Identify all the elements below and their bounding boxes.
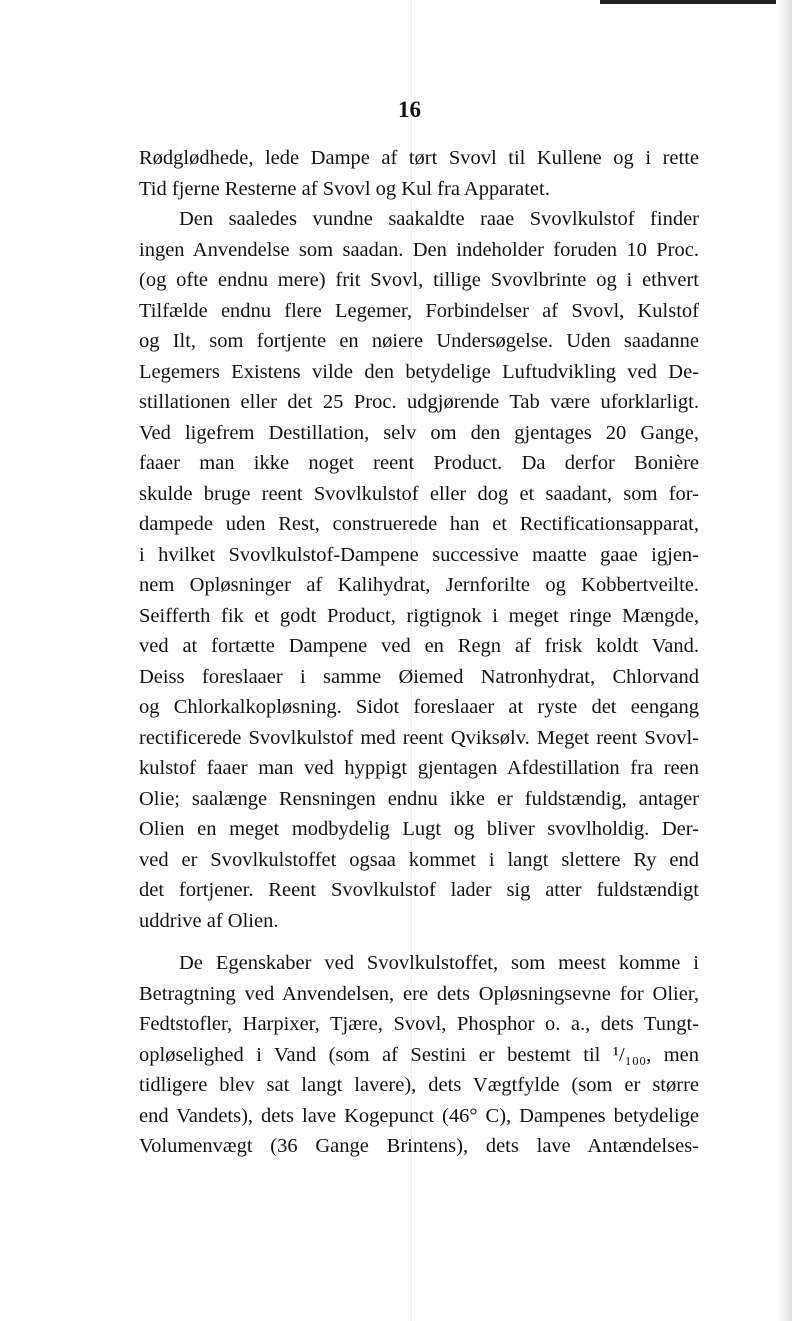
text-line: skulde bruge reent Svovlkulstof eller dog et saadant, som for-	[139, 482, 699, 505]
text-line: Den saaledes vundne saakaldte raae Svovlkulstof finder	[179, 208, 699, 230]
text-line: Fedtstofler, Harpixer, Tjære, Svovl, Phosphor o. a., dets Tungt-	[139, 1013, 699, 1035]
text-line: Ved ligefrem Destillation, selv om den gjentages 20 Gange,	[139, 421, 699, 444]
text-line: Deiss foreslaaer i samme Øiemed Natronhydrat, Chlorvand	[139, 665, 699, 688]
text-line: og Ilt, som fortjente en nøiere Undersøgelse. Uden saadanne	[139, 330, 699, 352]
page-edge-top	[600, 0, 792, 4]
text-line: Olie; saalænge Rensningen endnu ikke er fuldstændig, antager	[139, 787, 699, 810]
text-line: Seifferth fik et godt Product, rigtignok i meget ringe Mængde,	[139, 604, 699, 627]
text-line: Volumenvægt (36 Gange Brintens), dets lave Antændelses-	[139, 1135, 699, 1157]
text-line: faaer man ikke noget reent Product. Da derfor Bonière	[139, 452, 699, 474]
text-line: Olien en meget modbydelig Lugt og bliver svovlholdig. Der-	[139, 818, 699, 840]
text-line: det fortjener. Reent Svovlkulstof lader sig atter fuldstændigt	[139, 879, 699, 901]
text-line: opløselighed i Vand (som af Sestini er bestemt til ¹/₁₀₀, men	[139, 1043, 699, 1066]
text-line: i hvilket Svovlkulstof-Dampene successive maatte gaae igjen-	[139, 543, 699, 566]
text-line: Betragtning ved Anvendelsen, ere dets Opløsningsevne for Olier,	[139, 982, 699, 1005]
text-line: Rødglødhede, lede Dampe af tørt Svovl til Kullene og i rette	[139, 147, 699, 169]
text-line: nem Opløsninger af Kalihydrat, Jernforilte og Kobbertveilte.	[139, 574, 699, 596]
text-line: og Chlorkalkopløsning. Sidot foreslaaer at ryste det eengang	[139, 696, 699, 718]
text-line: De Egenskaber ved Svovlkulstoffet, som meest komme i	[179, 952, 699, 974]
text-line: uddrive af Olien.	[139, 909, 279, 932]
text-line: dampede uden Rest, construerede han et Rectificationsapparat,	[139, 513, 699, 535]
text-line: stillationen eller det 25 Proc. udgjørende Tab være uforklarligt.	[139, 391, 699, 413]
text-line: rectificerede Svovlkulstof med reent Qviksølv. Meget reent Svovl-	[139, 726, 699, 749]
text-line: end Vandets), dets lave Kogepunct (46° C), Dampenes betydelige	[139, 1104, 699, 1127]
text-line: Tid fjerne Resterne af Svovl og Kul fra Apparatet.	[139, 177, 550, 200]
text-line: kulstof faaer man ved hyppigt gjentagen Afdestillation fra reen	[139, 757, 699, 779]
text-line: ved er Svovlkulstoffet ogsaa kommet i langt slettere Ry end	[139, 848, 699, 871]
text-line: ved at fortætte Dampene ved en Regn af frisk koldt Vand.	[139, 635, 699, 657]
text-line: tidligere blev sat langt lavere), dets Vægtfylde (som er større	[139, 1074, 699, 1096]
text-line: ingen Anvendelse som saadan. Den indeholder foruden 10 Proc.	[139, 238, 699, 261]
text-line: Legemers Existens vilde den betydelige Luftudvikling ved De-	[139, 360, 699, 383]
text-line: (og ofte endnu mere) frit Svovl, tillige Svovlbrinte og i ethvert	[139, 269, 699, 291]
paragraph-gap	[139, 936, 699, 948]
page-edge-right	[776, 0, 792, 1321]
text-line: Tilfælde endnu flere Legemer, Forbindelser af Svovl, Kulstof	[139, 299, 699, 322]
body-text	[139, 143, 699, 1162]
page-number: 16	[398, 97, 421, 122]
